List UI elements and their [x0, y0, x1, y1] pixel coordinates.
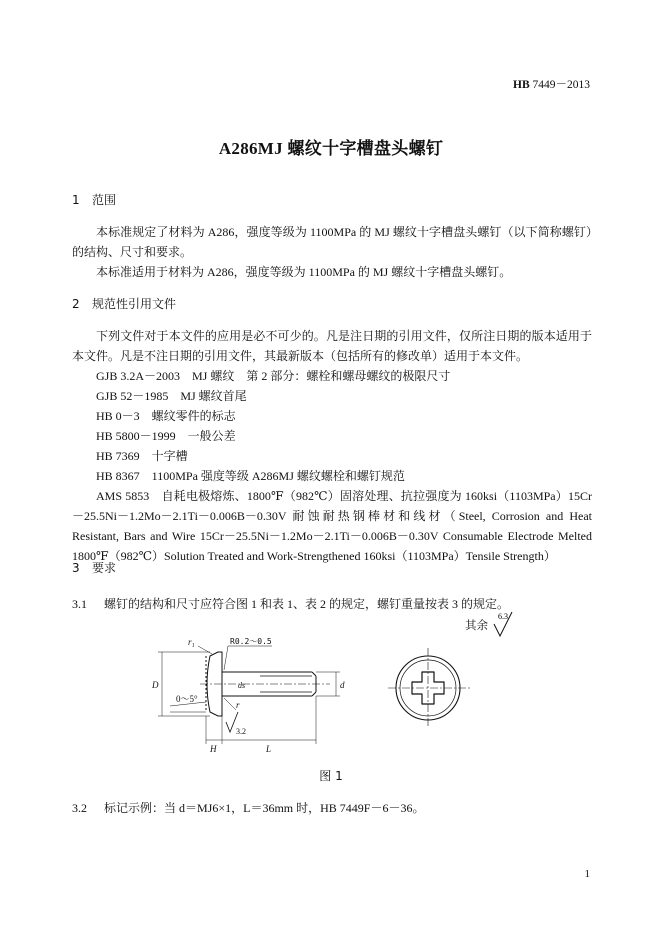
reference-item: AMS 5853 自耗电极熔炼、1800℉（982℃）固溶处理、抗拉强度为 160ksi（1103MPa）15Cr－25.5Ni－1.2Mo－2.1Ti－0.006B－0.30V 耐蚀耐热钢棒材和线材（Steel, Corrosion and Heat Resistant, Bars and Wire 15Cr－25.5Ni－1.2Mo－2.1Ti－0.006B－0.30V Consumable Electrode Melted 1800℉（982℃）Solution Treated and Work-Strengthened 160ksi（1103MPa）Tensile Strength） — [72, 489, 592, 563]
standard-code: 7449－2013 — [532, 79, 590, 91]
paragraph: 本标准规定了材料为 A286，强度等级为 1100MPa 的 MJ 螺纹十字槽盘头螺钉（以下简称螺钉）的结构、尺寸和要求。 — [72, 225, 592, 259]
paragraph: 本标准适用于材料为 A286，强度等级为 1100MPa 的 MJ 螺纹十字槽盘头螺钉。 — [96, 265, 512, 279]
clause-text: 标记示例：当 d＝MJ6×1，L＝36mm 时，HB 7449F－6－36。 — [104, 801, 425, 815]
figure-caption: 图 1 — [319, 769, 343, 783]
section-title: 范围 — [92, 193, 117, 207]
section-number: 1 — [72, 193, 80, 207]
label-3-2: 3.2 — [236, 727, 246, 736]
section-title: 要求 — [92, 561, 117, 575]
clause-number: 3.1 — [72, 597, 87, 611]
label-r1: r₁ — [188, 637, 195, 647]
clause-text: 螺钉的结构和尺寸应符合图 1 和表 1、表 2 的规定，螺钉重量按表 3 的规定。 — [104, 597, 510, 611]
roughness-note — [465, 617, 488, 633]
label-angle: 0～5° — [176, 694, 198, 704]
clause-3-2 — [72, 799, 592, 816]
paragraph: 下列文件对于本文件的应用是必不可少的。凡是注日期的引用文件，仅所注日期的版本适用于本文件。凡是不注日期的引用文件，其最新版本（包括所有的修改单）适用于本文件。 — [72, 329, 592, 363]
section-number: 2 — [72, 297, 80, 311]
section-1-body — [72, 222, 592, 282]
roughness-value: 6.3 — [498, 612, 508, 621]
reference-item: HB 7369 十字槽 — [96, 449, 188, 463]
standard-prefix: HB — [513, 79, 530, 91]
section-2-heading — [72, 295, 176, 312]
figure-1-drawing — [140, 632, 500, 757]
section-number: 3 — [72, 561, 80, 575]
section-1-heading — [72, 191, 116, 208]
document-title: A286MJ 螺纹十字槽盘头螺钉 — [218, 139, 444, 158]
reference-item: HB 8367 1100MPa 强度等级 A286MJ 螺纹螺栓和螺钉规范 — [96, 469, 405, 483]
reference-item: GJB 3.2A－2003 MJ 螺纹 第 2 部分：螺栓和螺母螺纹的极限尺寸 — [96, 369, 451, 383]
page-number: 1 — [584, 868, 590, 880]
reference-item: HB 0－3 螺纹零件的标志 — [96, 409, 236, 423]
label-ds: ds — [238, 681, 246, 690]
clause-number: 3.2 — [72, 801, 87, 815]
section-title: 规范性引用文件 — [92, 297, 177, 311]
section-3-heading — [72, 559, 116, 576]
label-r02: R0.2～0.5 — [230, 637, 272, 646]
section-2-body — [72, 326, 592, 566]
roughness-label: 其余 — [465, 620, 488, 632]
label-d: d — [340, 680, 345, 690]
label-D: D — [152, 680, 159, 690]
screw-top-view — [388, 648, 470, 728]
standard-number — [513, 76, 590, 92]
reference-item: HB 5800－1999 一般公差 — [96, 429, 236, 443]
label-r: r — [236, 700, 240, 710]
reference-item: GJB 52－1985 MJ 螺纹首尾 — [96, 389, 247, 403]
label-L: L — [266, 744, 272, 754]
label-H: H — [210, 744, 217, 754]
